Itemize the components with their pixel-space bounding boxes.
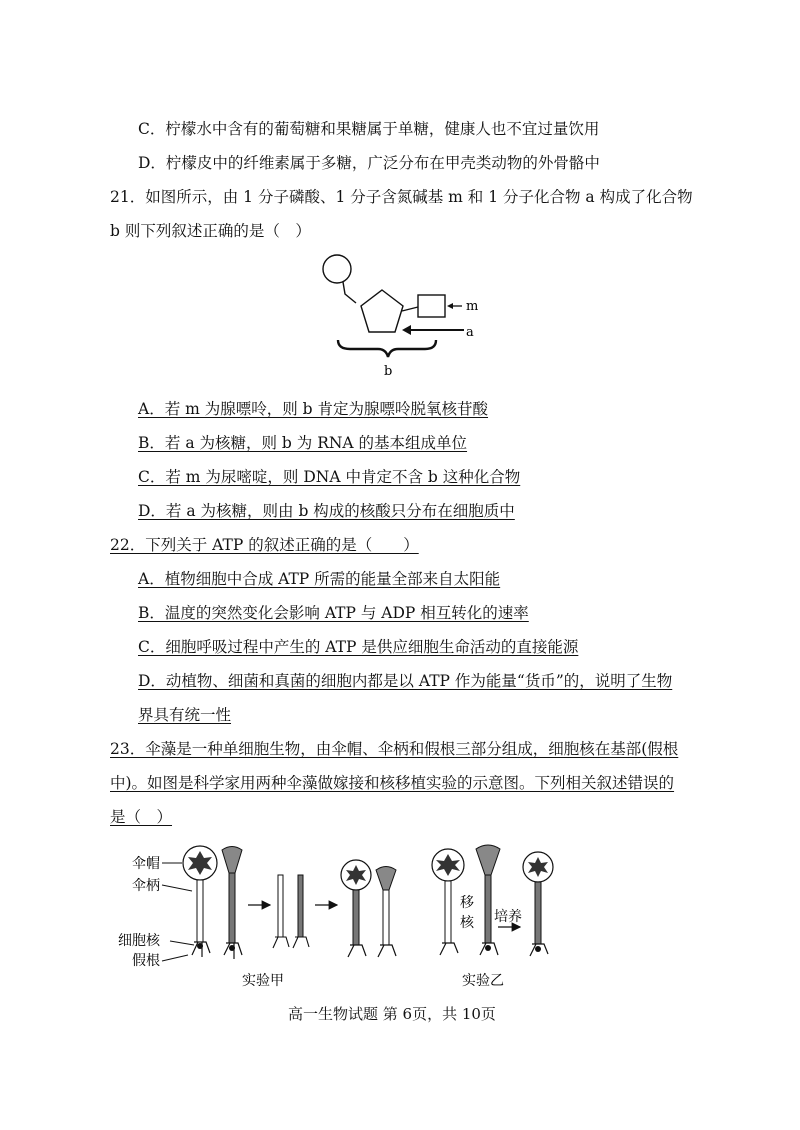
phosphate-bond-line [343, 282, 356, 303]
q21-option-d: D．若 a 为核糖，则由 b 构成的核酸只分布在细胞质中 [138, 502, 515, 520]
label-a: a [466, 325, 474, 340]
q22-stem: 22．下列关于 ATP 的叙述正确的是（ ） [110, 536, 419, 554]
stalk-2 [229, 873, 235, 943]
page-footer: 高一生物试题 第 6页，共 10页 [288, 1005, 496, 1023]
cap-umbrella-6 [476, 845, 500, 875]
pointer-rhizoid [162, 955, 188, 961]
base-square [418, 295, 445, 317]
label-move-1: 移 [460, 895, 474, 911]
label-rhizoid: 假根 [132, 953, 160, 969]
cut-rhizoid-1 [273, 937, 289, 948]
stalk-6 [485, 875, 491, 943]
cap-umbrella-2 [222, 847, 242, 874]
q20-option-d: D．柠檬皮中的纤维素属于多糖，广泛分布在甲壳类动物的外骨骼中 [138, 154, 600, 172]
q22-option-d-line1: D．动植物、细菌和真菌的细胞内都是以 ATP 作为能量“货币”的，说明了生物 [138, 672, 673, 690]
label-b: b [384, 364, 393, 378]
q21-stem-line2: b 则下列叙述正确的是（ ） [110, 222, 311, 240]
stalk-5 [445, 881, 451, 943]
q22-option-b: B．温度的突然变化会影响 ATP 与 ADP 相互转化的速率 [138, 604, 529, 622]
arrow-a-head [402, 325, 411, 335]
q21-option-a: A．若 m 为腺嘌呤，则 b 肯定为腺嘌呤脱氧核苷酸 [138, 400, 489, 418]
label-culture: 培养 [494, 909, 522, 925]
pentose-pentagon [361, 290, 403, 332]
label-exp-a: 实验甲 [242, 973, 284, 989]
label-exp-b: 实验乙 [462, 973, 504, 989]
cut-stalk-1 [278, 875, 283, 937]
q21-option-b: B．若 a 为核糖，则 b 为 RNA 的基本组成单位 [138, 434, 468, 452]
brace-b [338, 340, 436, 357]
cut-stalk-2 [298, 875, 303, 937]
nucleus-1 [197, 943, 203, 949]
q23-stem-line1: 23．伞藻是一种单细胞生物，由伞帽、伞柄和假根三部分组成，细胞核在基部(假根 [110, 740, 679, 758]
nucleus-7 [535, 946, 541, 952]
rhizoid-5 [440, 943, 458, 955]
cap-umbrella-4 [376, 867, 396, 891]
label-m: m [466, 299, 479, 314]
pointer-stalk [162, 885, 192, 891]
stalk-3 [353, 890, 359, 945]
cap-round-1-inner [188, 851, 212, 875]
arrow-m-head [447, 303, 453, 309]
q22-option-a: A．植物细胞中合成 ATP 所需的能量全部来自太阳能 [138, 570, 501, 588]
label-nucleus: 细胞核 [118, 933, 160, 949]
acetabularia-diagram [110, 835, 570, 995]
pointer-nucleus [170, 941, 194, 945]
label-stalk: 伞柄 [132, 878, 160, 894]
cap-round-3-inner [346, 865, 366, 885]
cap-round-5-inner [436, 854, 460, 876]
q23-stem-line3: 是（ ） [110, 808, 173, 826]
cap-round-7-inner [528, 857, 548, 877]
q22-option-c: C．细胞呼吸过程中产生的 ATP 是供应细胞生命活动的直接能源 [138, 638, 579, 656]
nucleus-6 [485, 945, 491, 951]
base-bond-line [402, 307, 418, 311]
q21-option-c: C．若 m 为尿嘧啶，则 DNA 中肯定不含 b 这种化合物 [138, 468, 521, 486]
nucleus-2 [229, 945, 235, 951]
phosphate-circle [323, 255, 351, 283]
rhizoid-3 [348, 945, 366, 957]
label-cap: 伞帽 [132, 856, 160, 872]
q21-stem-line1: 21．如图所示，由 1 分子磷酸、1 分子含氮碱基 m 和 1 分子化合物 a 构成了化合物 [110, 188, 693, 206]
label-move-2: 核 [460, 915, 474, 931]
stalk-7 [535, 882, 541, 944]
nucleotide-diagram [300, 248, 500, 378]
q22-option-d-line2: 界具有统一性 [138, 706, 232, 724]
stalk-4 [383, 890, 389, 945]
rhizoid-4 [378, 945, 396, 957]
q23-stem-line2: 中)。如图是科学家用两种伞藻做嫁接和核移植实验的示意图。下列相关叙述错误的 [110, 774, 675, 792]
cut-rhizoid-2 [293, 937, 309, 948]
stalk-1 [197, 880, 203, 942]
q20-option-c: C．柠檬水中含有的葡萄糖和果糖属于单糖，健康人也不宜过量饮用 [138, 120, 600, 138]
